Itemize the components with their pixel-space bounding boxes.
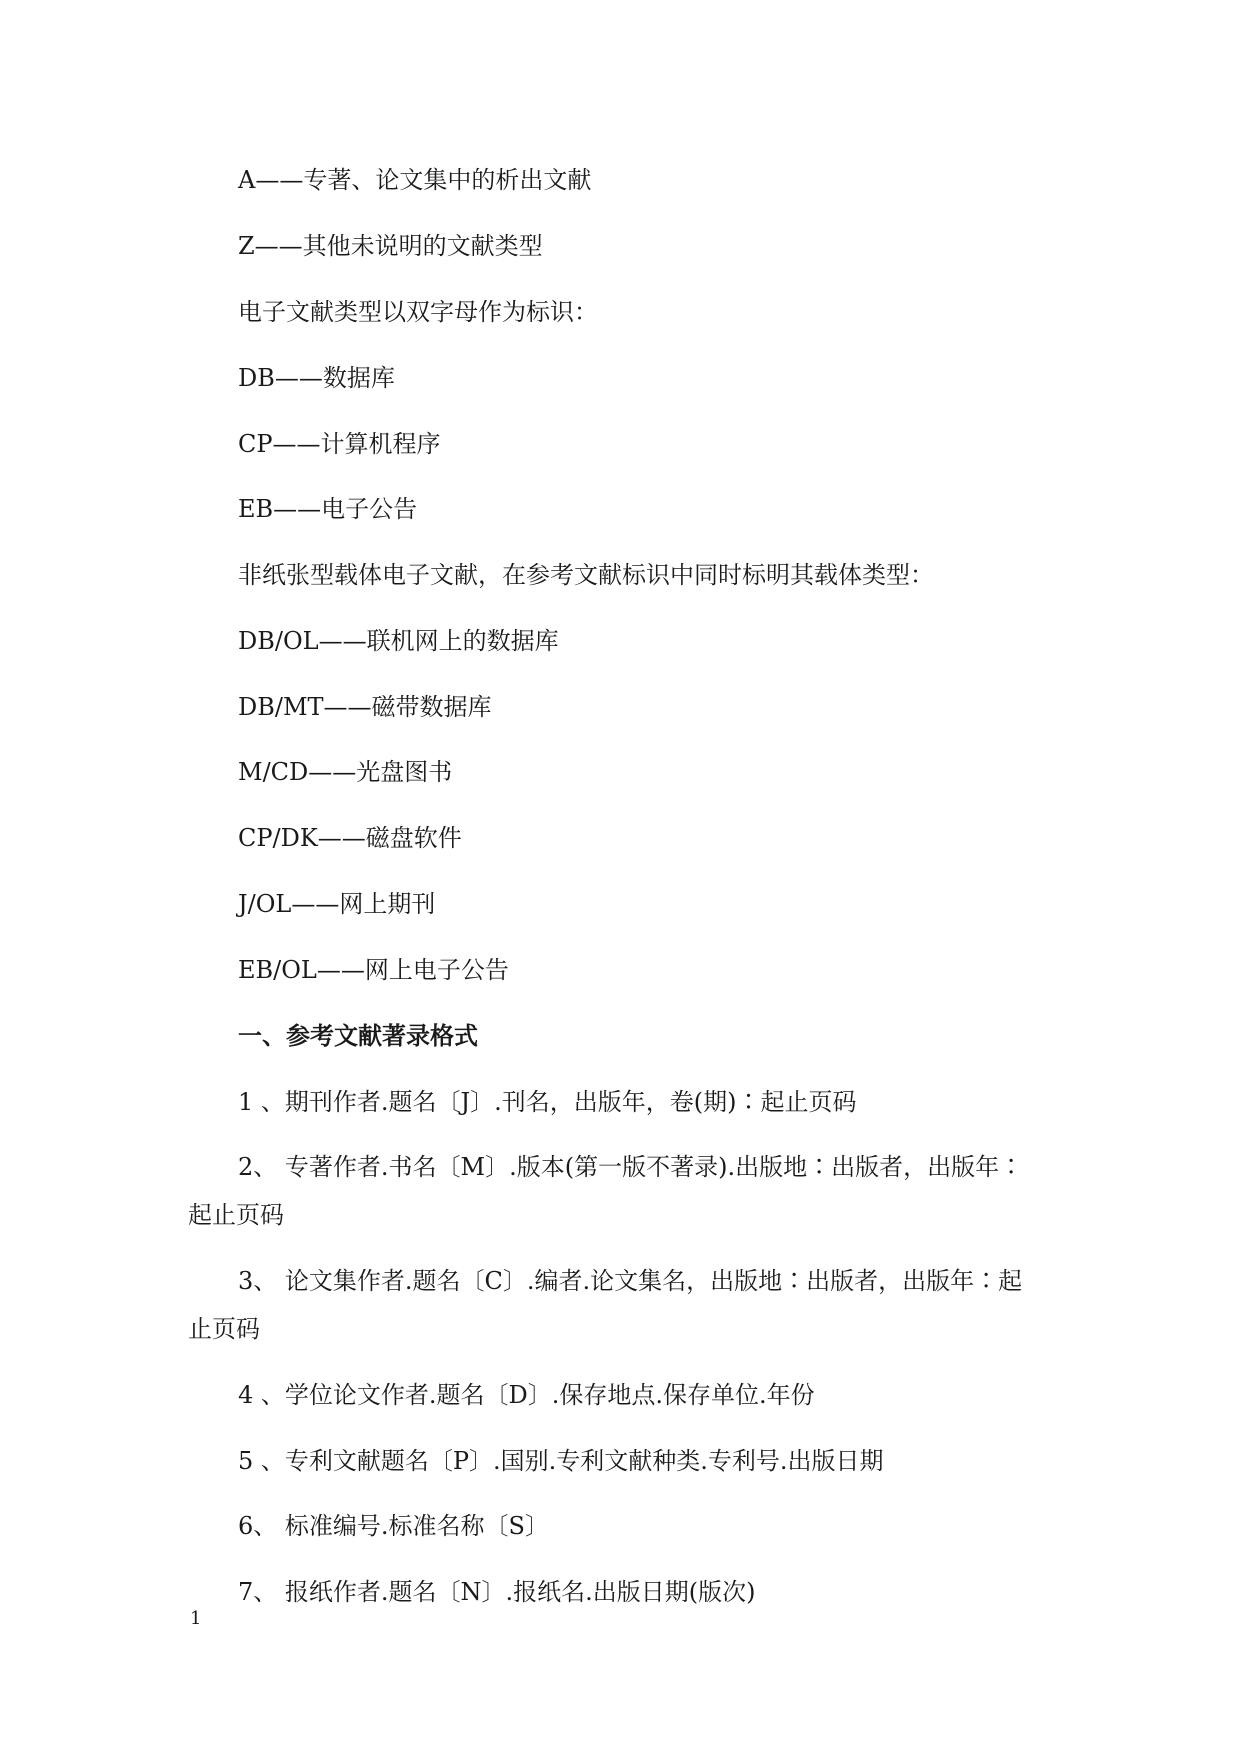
- type-line-j-ol: J/OL——网上期刊: [238, 890, 436, 918]
- type-line-cp-dk: CP/DK——磁盘软件: [238, 824, 462, 852]
- format-item-2-continuation: 起止页码: [188, 1201, 284, 1229]
- type-line-m-cd: M/CD——光盘图书: [238, 758, 453, 786]
- electronic-type-intro: 电子文献类型以双字母作为标识：: [238, 298, 598, 326]
- type-line-eb-ol: EB/OL——网上电子公告: [238, 956, 509, 984]
- type-line-z: Z——其他未说明的文献类型: [238, 232, 543, 260]
- type-line-db-mt: DB/MT——磁带数据库: [238, 693, 492, 721]
- type-line-db-ol: DB/OL——联机网上的数据库: [238, 627, 559, 655]
- format-item-3-continuation: 止页码: [188, 1315, 260, 1343]
- format-item-2: 2、 专著作者.书名〔M〕.版本(第一版不著录).出版地∶出版者，出版年∶: [238, 1153, 1024, 1181]
- format-item-3: 3、 论文集作者.题名〔C〕.编者.论文集名，出版地∶出版者，出版年∶起: [238, 1267, 1023, 1295]
- format-item-6: 6、 标准编号.标准名称〔S〕: [238, 1512, 549, 1540]
- format-item-4: 4 、学位论文作者.题名〔D〕.保存地点.保存单位.年份: [238, 1381, 815, 1409]
- type-line-eb: EB——电子公告: [238, 495, 418, 523]
- section-heading: 一、参考文献著录格式: [238, 1021, 478, 1050]
- type-line-a: A——专著、论文集中的析出文献: [238, 166, 592, 194]
- format-item-7: 7、 报纸作者.题名〔N〕.报纸名.出版日期(版次): [238, 1578, 756, 1606]
- format-item-1: 1 、期刊作者.题名〔J〕.刊名，出版年，卷(期)∶起止页码: [238, 1088, 857, 1116]
- format-item-5: 5 、专利文献题名〔P〕.国别.专利文献种类.专利号.出版日期: [238, 1447, 884, 1475]
- type-line-cp: CP——计算机程序: [238, 430, 441, 458]
- page-number: 1: [190, 1608, 202, 1629]
- type-line-db: DB——数据库: [238, 364, 395, 392]
- carrier-type-intro: 非纸张型载体电子文献，在参考文献标识中同时标明其载体类型：: [238, 561, 934, 589]
